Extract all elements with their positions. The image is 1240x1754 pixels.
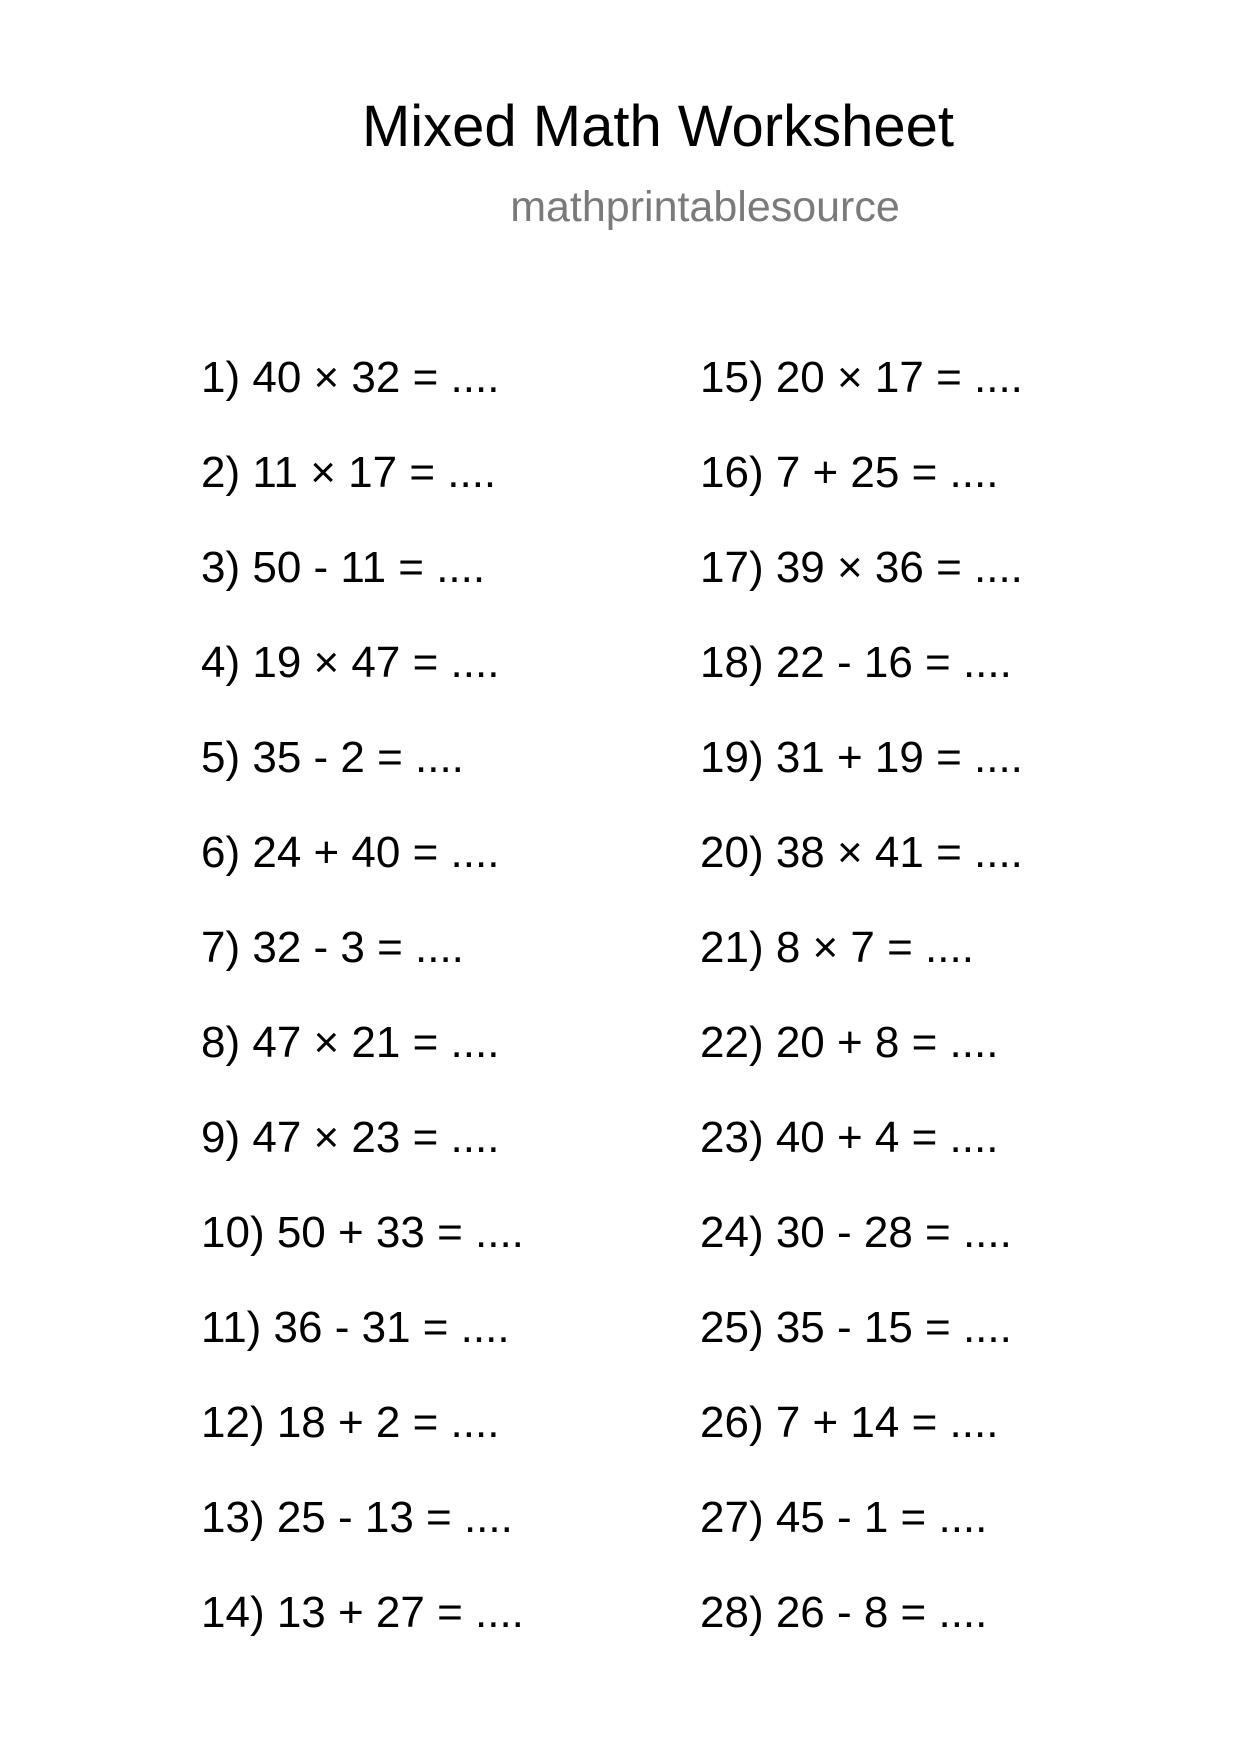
problem-6: 6) 24 + 40 = .... xyxy=(201,828,500,877)
problem-2: 2) 11 × 17 = .... xyxy=(201,448,497,497)
problem-5: 5) 35 - 2 = .... xyxy=(201,733,464,782)
problem-column-right xyxy=(700,353,1023,1686)
problem-10: 10) 50 + 33 = .... xyxy=(201,1208,524,1257)
worksheet-source: mathprintablesource xyxy=(510,183,900,231)
problem-28: 28) 26 - 8 = .... xyxy=(700,1588,988,1637)
problem-9: 9) 47 × 23 = .... xyxy=(201,1113,500,1162)
problem-3: 3) 50 - 11 = .... xyxy=(201,543,486,592)
problem-column-left xyxy=(201,353,524,1686)
problem-17: 17) 39 × 36 = .... xyxy=(700,543,1023,592)
problem-24: 24) 30 - 28 = .... xyxy=(700,1208,1012,1257)
problem-21: 21) 8 × 7 = .... xyxy=(700,923,974,972)
problem-14: 14) 13 + 27 = .... xyxy=(201,1588,524,1637)
problem-18: 18) 22 - 16 = .... xyxy=(700,638,1012,687)
problem-16: 16) 7 + 25 = .... xyxy=(700,448,999,497)
problem-25: 25) 35 - 15 = .... xyxy=(700,1303,1012,1352)
problem-12: 12) 18 + 2 = .... xyxy=(201,1398,500,1447)
worksheet-title: Mixed Math Worksheet xyxy=(361,94,955,159)
problem-4: 4) 19 × 47 = .... xyxy=(201,638,500,687)
problem-13: 13) 25 - 13 = .... xyxy=(201,1493,513,1542)
problem-26: 26) 7 + 14 = .... xyxy=(700,1398,999,1447)
problem-7: 7) 32 - 3 = .... xyxy=(201,923,464,972)
problem-1: 1) 40 × 32 = .... xyxy=(201,353,500,402)
problem-20: 20) 38 × 41 = .... xyxy=(700,828,1023,877)
problem-19: 19) 31 + 19 = .... xyxy=(700,733,1023,782)
problem-11: 11) 36 - 31 = .... xyxy=(201,1303,510,1352)
problem-22: 22) 20 + 8 = .... xyxy=(700,1018,999,1067)
problem-8: 8) 47 × 21 = .... xyxy=(201,1018,500,1067)
problem-23: 23) 40 + 4 = .... xyxy=(700,1113,999,1162)
problem-15: 15) 20 × 17 = .... xyxy=(700,353,1023,402)
problem-27: 27) 45 - 1 = .... xyxy=(700,1493,988,1542)
